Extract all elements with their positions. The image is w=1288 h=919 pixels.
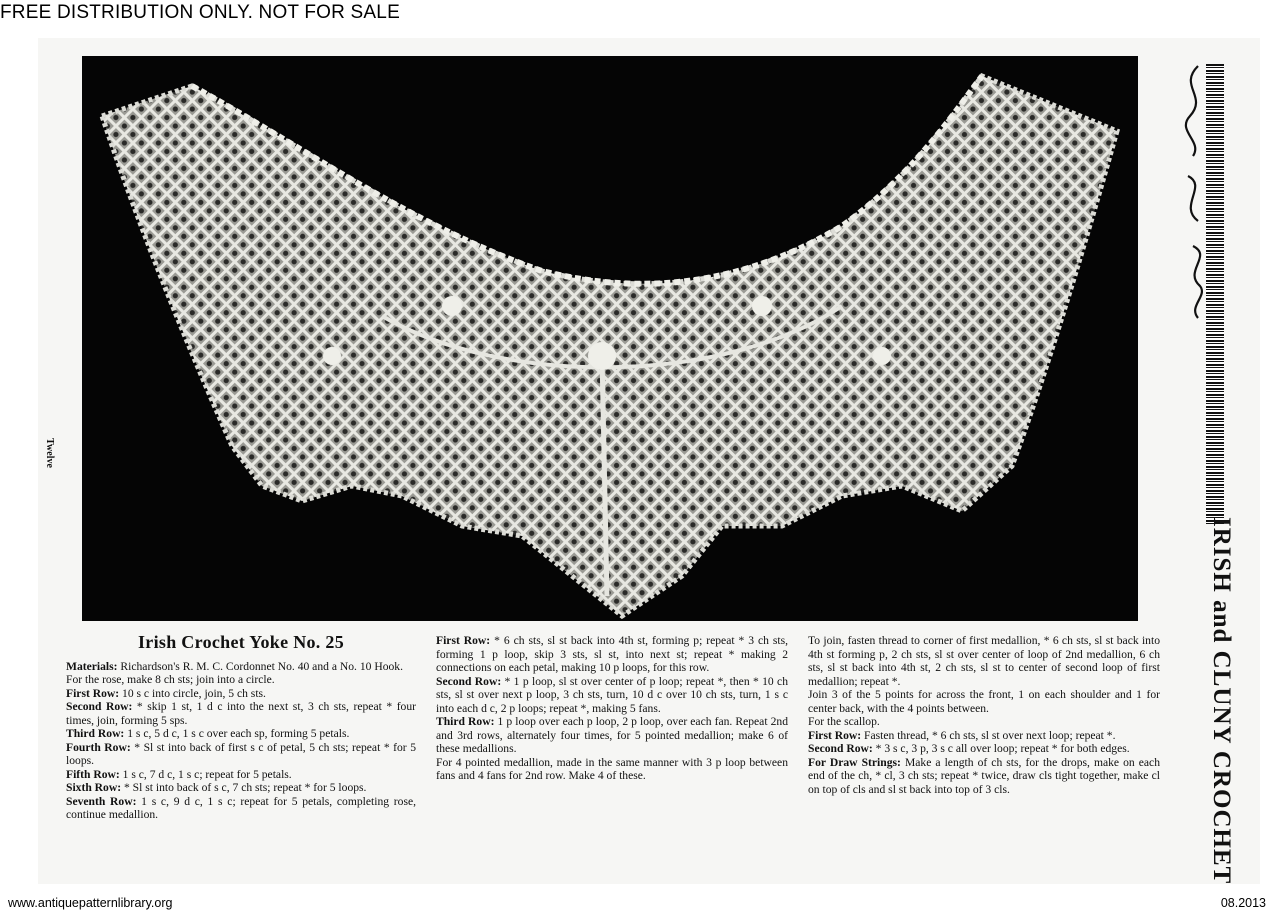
rose-motif	[323, 347, 341, 365]
paragraph: Seventh Row: 1 s c, 9 d c, 1 s c; repeat for 5 petals, completing rose, continue medallion.	[66, 794, 416, 821]
paragraph: Fourth Row: * Sl st into back of first s c of petal, 5 ch sts; repeat * for 5 loops.	[66, 740, 416, 767]
center-rose-motif	[588, 342, 616, 370]
paragraph: Fifth Row: 1 s c, 7 d c, 1 s c; repeat for 5 petals.	[66, 767, 292, 781]
paragraph: Materials: Richardson's R. M. C. Cordonnet No. 40 and a No. 10 Hook.	[66, 659, 403, 673]
rose-motif	[442, 296, 462, 316]
paragraph: For Draw Strings: Make a length of ch sts, for the drops, make on each end of the ch, * cl, 3 ch sts; repeat * twice, draw cls tight together, make cl on top of cls and sl st back into top of 3 cls.	[808, 755, 1160, 796]
paragraph: For the scallop.	[808, 715, 880, 728]
distribution-banner: FREE DISTRIBUTION ONLY. NOT FOR SALE	[0, 2, 400, 23]
paragraph: For 4 pointed medallion, made in the same manner with 3 p loop between fans and 4 fans for 2nd row. Make 4 of these.	[436, 755, 788, 782]
paragraph: For the rose, make 8 ch sts; join into a circle.	[66, 673, 275, 686]
paragraph: To join, fasten thread to corner of first medallion, * 6 ch sts, sl st back into 4th st forming p, 2 ch sts, sl st over center of loop of 2nd medallion, 6 ch sts, sl st back into 4th st, 2 ch sts, sl st to center of second loop of first medallion; repeat *.	[808, 634, 1160, 688]
pattern-title: Irish Crochet Yoke No. 25	[138, 632, 344, 652]
text-column-1	[66, 634, 416, 822]
paragraph: Third Row: 1 s c, 5 d c, 1 s c over each sp, forming 5 petals.	[66, 727, 350, 740]
paragraph: Second Row: * 1 p loop, sl st over center of p loop; repeat *, then * 10 ch sts, sl st over next p loop, 3 ch sts, turn, 10 d c over 10 ch sts, turn, 1 s c into each d c, 2 p loops; repeat *, making 5 fans.	[436, 674, 788, 715]
paragraph: First Row: * 6 ch sts, sl st back into 4th st, forming p; repeat * 3 ch sts, forming 1 p loop, skip 3 sts, sl st, into next st; repeat * making 2 connections on each petal, making 10 p loops, for this row.	[436, 634, 789, 674]
paragraph: Third Row: 1 p loop over each p loop, 2 p loop, over each fan. Repeat 2nd and 3rd rows, alternately four times, for 5 pointed medallion; make 6 of these medallions.	[436, 715, 788, 755]
footer-website: www.antiquepatternlibrary.org	[8, 896, 173, 910]
footer-date: 08.2013	[1220, 896, 1266, 910]
paragraph: Second Row: * skip 1 st, 1 d c into the next st, 3 ch sts, repeat * four times, join, forming 5 sps.	[66, 700, 417, 727]
yoke-illustration	[82, 56, 1138, 621]
page-number-vertical: Twelve	[44, 438, 55, 468]
spine-stripe	[1206, 64, 1224, 524]
paragraph: Join 3 of the 5 points for across the front, 1 on each shoulder and 1 for center back, with the 4 points between.	[808, 688, 1160, 715]
rose-motif	[752, 296, 772, 316]
paragraph: Sixth Row: * Sl st into back of s c, 7 ch sts; repeat * for 5 loops.	[66, 781, 367, 794]
paragraph: First Row: 10 s c into circle, join, 5 ch sts.	[66, 686, 266, 700]
paragraph: Second Row: * 3 s c, 3 p, 3 s c all over loop; repeat * for both edges.	[808, 742, 1130, 755]
rose-motif	[873, 347, 891, 365]
paragraph: First Row: Fasten thread, * 6 ch sts, sl st over next loop; repeat *.	[808, 728, 1116, 742]
text-column-2	[436, 634, 788, 783]
crochet-yoke-photo	[82, 56, 1138, 621]
spine-title: IRISH and CLUNY CROCHET	[1208, 517, 1235, 885]
text-column-3	[808, 634, 1160, 796]
